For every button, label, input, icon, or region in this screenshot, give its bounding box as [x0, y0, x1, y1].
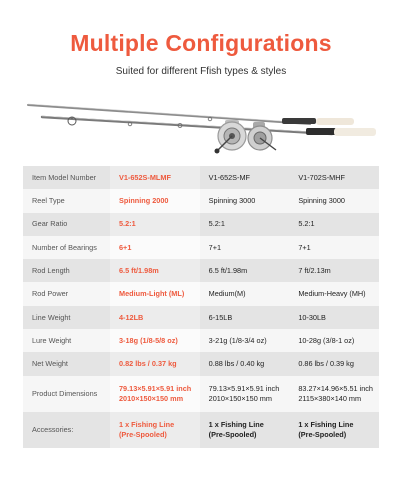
specifications-table	[23, 166, 379, 448]
column-header-model-mhf: V1-702S-MHF	[289, 166, 379, 189]
table-cell: 5.2:1	[110, 213, 200, 236]
row-label: Net Weight	[23, 352, 110, 375]
table-cell: 5.2:1	[289, 213, 379, 236]
table-cell	[200, 376, 290, 412]
table-cell: 3-21g (1/8-3/4 oz)	[200, 329, 290, 352]
row-label: Rod Length	[23, 259, 110, 282]
row-label: Lure Weight	[23, 329, 110, 352]
table-cell: 3-18g (1/8-5/8 oz)	[110, 329, 200, 352]
page-title: Multiple Configurations	[70, 30, 332, 56]
table-cell: 7 ft/2.13m	[289, 259, 379, 282]
table-row	[23, 412, 379, 448]
cell-line: 2115×380×140 mm	[298, 393, 362, 403]
cell-line: 79.13×5.91×5.91 inch	[119, 383, 192, 393]
table-cell: Medium-Heavy (MH)	[289, 282, 379, 305]
table-cell	[110, 412, 200, 448]
table-cell: 0.88 lbs / 0.40 kg	[200, 352, 290, 375]
table-row	[23, 236, 379, 259]
page-subtitle: Suited for different Ffish types & styles	[115, 66, 287, 77]
cell-line: 2010×150×150 mm	[208, 393, 272, 403]
table-cell	[200, 412, 290, 448]
row-label: Reel Type	[23, 189, 110, 212]
column-header-model-mlmf: V1-652S-MLMF	[110, 166, 200, 189]
table-cell: 0.82 lbs / 0.37 kg	[110, 352, 200, 375]
table-row	[23, 189, 379, 212]
cell-line: 1 x Fishing Line	[298, 419, 354, 429]
row-label: Number of Bearings	[23, 236, 110, 259]
row-label: Rod Power	[23, 282, 110, 305]
cell-line: 1 x Fishing Line	[208, 419, 264, 429]
table-cell: Medium(M)	[200, 282, 290, 305]
row-label: Product Dimensions	[23, 376, 110, 412]
table-row	[23, 282, 379, 305]
cell-line: (Pre-Spooled)	[298, 429, 347, 439]
table-cell: 6.5 ft/1.98m	[110, 259, 200, 282]
table-cell: 5.2:1	[200, 213, 290, 236]
table-row	[23, 352, 379, 375]
table-row	[23, 376, 379, 412]
table-header-row	[23, 166, 379, 189]
table-cell: 7+1	[289, 236, 379, 259]
table-cell: 10-28g (3/8-1 oz)	[289, 329, 379, 352]
cell-line: 79.13×5.91×5.91 inch	[208, 383, 280, 393]
table-cell: Spinning 3000	[289, 189, 379, 212]
row-label: Gear Ratio	[23, 213, 110, 236]
cell-line: (Pre-Spooled)	[119, 429, 167, 439]
table-row	[23, 259, 379, 282]
table-cell: Spinning 2000	[110, 189, 200, 212]
table-row	[23, 213, 379, 236]
table-cell	[289, 412, 379, 448]
table-cell: 0.86 lbs / 0.39 kg	[289, 352, 379, 375]
column-header-model-mf: V1-652S-MF	[200, 166, 290, 189]
cell-line: 2010×150×150 mm	[119, 393, 184, 403]
fishing-rod-reel-image	[20, 90, 382, 162]
column-header-item: Item Model Number	[23, 166, 110, 189]
table-cell: Medium-Light (ML)	[110, 282, 200, 305]
cell-line: (Pre-Spooled)	[208, 429, 257, 439]
row-label: Line Weight	[23, 306, 110, 329]
table-cell: 7+1	[200, 236, 290, 259]
cell-line: 83.27×14.96×5.51 inch	[298, 383, 373, 393]
table-cell	[110, 376, 200, 412]
table-row	[23, 329, 379, 352]
row-label: Accessories:	[23, 412, 110, 448]
table-cell: 10-30LB	[289, 306, 379, 329]
table-cell	[289, 376, 379, 412]
cell-line: 1 x Fishing Line	[119, 419, 175, 429]
table-cell: 6.5 ft/1.98m	[200, 259, 290, 282]
table-row	[23, 306, 379, 329]
table-cell: 6+1	[110, 236, 200, 259]
table-cell: 4-12LB	[110, 306, 200, 329]
table-cell: 6-15LB	[200, 306, 290, 329]
table-cell: Spinning 3000	[200, 189, 290, 212]
